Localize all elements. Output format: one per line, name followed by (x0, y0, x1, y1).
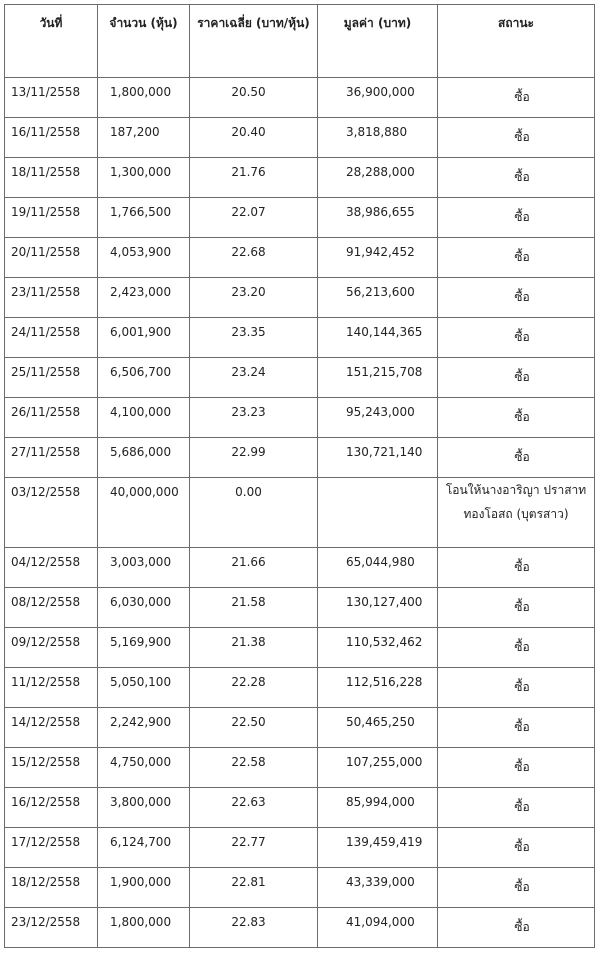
header-row (5, 5, 595, 78)
table-row (5, 198, 595, 238)
quantity-cell: 5,686,000 (98, 438, 190, 478)
date-cell: 14/12/2558 (5, 708, 98, 748)
avg-price-cell: 21.58 (190, 588, 318, 628)
value-cell: 85,994,000 (318, 788, 438, 828)
avg-price-cell: 22.81 (190, 868, 318, 908)
table-row (5, 318, 595, 358)
date-cell: 16/11/2558 (5, 118, 98, 158)
quantity-cell: 40,000,000 (98, 478, 190, 548)
value-cell: 28,288,000 (318, 158, 438, 198)
date-cell: 09/12/2558 (5, 628, 98, 668)
quantity-cell: 2,242,900 (98, 708, 190, 748)
quantity-cell: 4,750,000 (98, 748, 190, 788)
avg-price-cell: 22.99 (190, 438, 318, 478)
quantity-cell: 6,001,900 (98, 318, 190, 358)
table-row (5, 588, 595, 628)
value-cell: 130,721,140 (318, 438, 438, 478)
value-cell: 140,144,365 (318, 318, 438, 358)
date-cell: 03/12/2558 (5, 478, 98, 548)
date-cell: 25/11/2558 (5, 358, 98, 398)
avg-price-cell: 22.83 (190, 908, 318, 948)
avg-price-cell: 22.58 (190, 748, 318, 788)
table-row (5, 828, 595, 868)
date-cell: 18/12/2558 (5, 868, 98, 908)
status-cell: ซื้อ (438, 748, 595, 788)
avg-price-cell: 21.38 (190, 628, 318, 668)
value-cell: 50,465,250 (318, 708, 438, 748)
status-cell: ซื้อ (438, 318, 595, 358)
avg-price-cell: 23.23 (190, 398, 318, 438)
value-cell: 65,044,980 (318, 548, 438, 588)
quantity-cell: 6,124,700 (98, 828, 190, 868)
value-cell: 91,942,452 (318, 238, 438, 278)
header-date: วันที่ (5, 5, 98, 78)
table-row (5, 708, 595, 748)
avg-price-cell: 22.07 (190, 198, 318, 238)
status-cell: ซื้อ (438, 278, 595, 318)
status-cell: ซื้อ (438, 828, 595, 868)
quantity-cell: 187,200 (98, 118, 190, 158)
table-row (5, 908, 595, 948)
value-cell (318, 478, 438, 548)
table-row (5, 278, 595, 318)
date-cell: 20/11/2558 (5, 238, 98, 278)
status-cell: ซื้อ (438, 628, 595, 668)
status-cell: ซื้อ (438, 668, 595, 708)
avg-price-cell: 20.50 (190, 78, 318, 118)
quantity-cell: 4,100,000 (98, 398, 190, 438)
avg-price-cell: 23.24 (190, 358, 318, 398)
status-cell: ซื้อ (438, 908, 595, 948)
value-cell: 139,459,419 (318, 828, 438, 868)
avg-price-cell: 20.40 (190, 118, 318, 158)
avg-price-cell: 23.20 (190, 278, 318, 318)
status-cell: ซื้อ (438, 438, 595, 478)
status-cell: ซื้อ (438, 198, 595, 238)
status-cell: ซื้อ (438, 868, 595, 908)
quantity-cell: 5,050,100 (98, 668, 190, 708)
date-cell: 11/12/2558 (5, 668, 98, 708)
avg-price-cell: 22.50 (190, 708, 318, 748)
date-cell: 24/11/2558 (5, 318, 98, 358)
date-cell: 26/11/2558 (5, 398, 98, 438)
header-quantity: จำนวน (หุ้น) (98, 5, 190, 78)
avg-price-cell: 23.35 (190, 318, 318, 358)
date-cell: 23/11/2558 (5, 278, 98, 318)
header-status: สถานะ (438, 5, 595, 78)
date-cell: 13/11/2558 (5, 78, 98, 118)
table-row (5, 118, 595, 158)
table-row (5, 748, 595, 788)
table-row (5, 548, 595, 588)
value-cell: 130,127,400 (318, 588, 438, 628)
value-cell: 43,339,000 (318, 868, 438, 908)
transactions-table (4, 4, 595, 948)
value-cell: 41,094,000 (318, 908, 438, 948)
quantity-cell: 1,300,000 (98, 158, 190, 198)
date-cell: 18/11/2558 (5, 158, 98, 198)
date-cell: 17/12/2558 (5, 828, 98, 868)
avg-price-cell: 22.28 (190, 668, 318, 708)
quantity-cell: 4,053,900 (98, 238, 190, 278)
value-cell: 107,255,000 (318, 748, 438, 788)
quantity-cell: 1,766,500 (98, 198, 190, 238)
status-cell: ซื้อ (438, 78, 595, 118)
status-cell: ซื้อ (438, 788, 595, 828)
table-row (5, 78, 595, 118)
status-cell: ซื้อ (438, 708, 595, 748)
date-cell: 04/12/2558 (5, 548, 98, 588)
quantity-cell: 5,169,900 (98, 628, 190, 668)
table-row (5, 438, 595, 478)
status-cell: ซื้อ (438, 548, 595, 588)
table-row (5, 668, 595, 708)
date-cell: 27/11/2558 (5, 438, 98, 478)
status-cell: ซื้อ (438, 158, 595, 198)
avg-price-cell: 22.63 (190, 788, 318, 828)
table-row (5, 478, 595, 548)
status-cell: ซื้อ (438, 358, 595, 398)
date-cell: 08/12/2558 (5, 588, 98, 628)
date-cell: 23/12/2558 (5, 908, 98, 948)
value-cell: 151,215,708 (318, 358, 438, 398)
quantity-cell: 1,800,000 (98, 908, 190, 948)
avg-price-cell: 0.00 (190, 478, 318, 548)
table-row (5, 788, 595, 828)
value-cell: 95,243,000 (318, 398, 438, 438)
status-cell: ซื้อ (438, 588, 595, 628)
quantity-cell: 2,423,000 (98, 278, 190, 318)
value-cell: 112,516,228 (318, 668, 438, 708)
quantity-cell: 6,030,000 (98, 588, 190, 628)
table-row (5, 158, 595, 198)
value-cell: 56,213,600 (318, 278, 438, 318)
quantity-cell: 1,900,000 (98, 868, 190, 908)
value-cell: 3,818,880 (318, 118, 438, 158)
value-cell: 38,986,655 (318, 198, 438, 238)
avg-price-cell: 22.68 (190, 238, 318, 278)
header-avg-price: ราคาเฉลี่ย (บาท/หุ้น) (190, 5, 318, 78)
status-cell: ซื้อ (438, 238, 595, 278)
avg-price-cell: 21.66 (190, 548, 318, 588)
table-row (5, 398, 595, 438)
table-row (5, 358, 595, 398)
quantity-cell: 1,800,000 (98, 78, 190, 118)
table-row (5, 628, 595, 668)
status-cell: โอนให้นางอาริญา ปราสาททองโอสถ (บุตรสาว) (438, 478, 595, 548)
header-value: มูลค่า (บาท) (318, 5, 438, 78)
date-cell: 15/12/2558 (5, 748, 98, 788)
quantity-cell: 6,506,700 (98, 358, 190, 398)
date-cell: 16/12/2558 (5, 788, 98, 828)
value-cell: 36,900,000 (318, 78, 438, 118)
date-cell: 19/11/2558 (5, 198, 98, 238)
avg-price-cell: 22.77 (190, 828, 318, 868)
table-row (5, 238, 595, 278)
quantity-cell: 3,003,000 (98, 548, 190, 588)
value-cell: 110,532,462 (318, 628, 438, 668)
table-row (5, 868, 595, 908)
status-cell: ซื้อ (438, 398, 595, 438)
avg-price-cell: 21.76 (190, 158, 318, 198)
quantity-cell: 3,800,000 (98, 788, 190, 828)
status-cell: ซื้อ (438, 118, 595, 158)
